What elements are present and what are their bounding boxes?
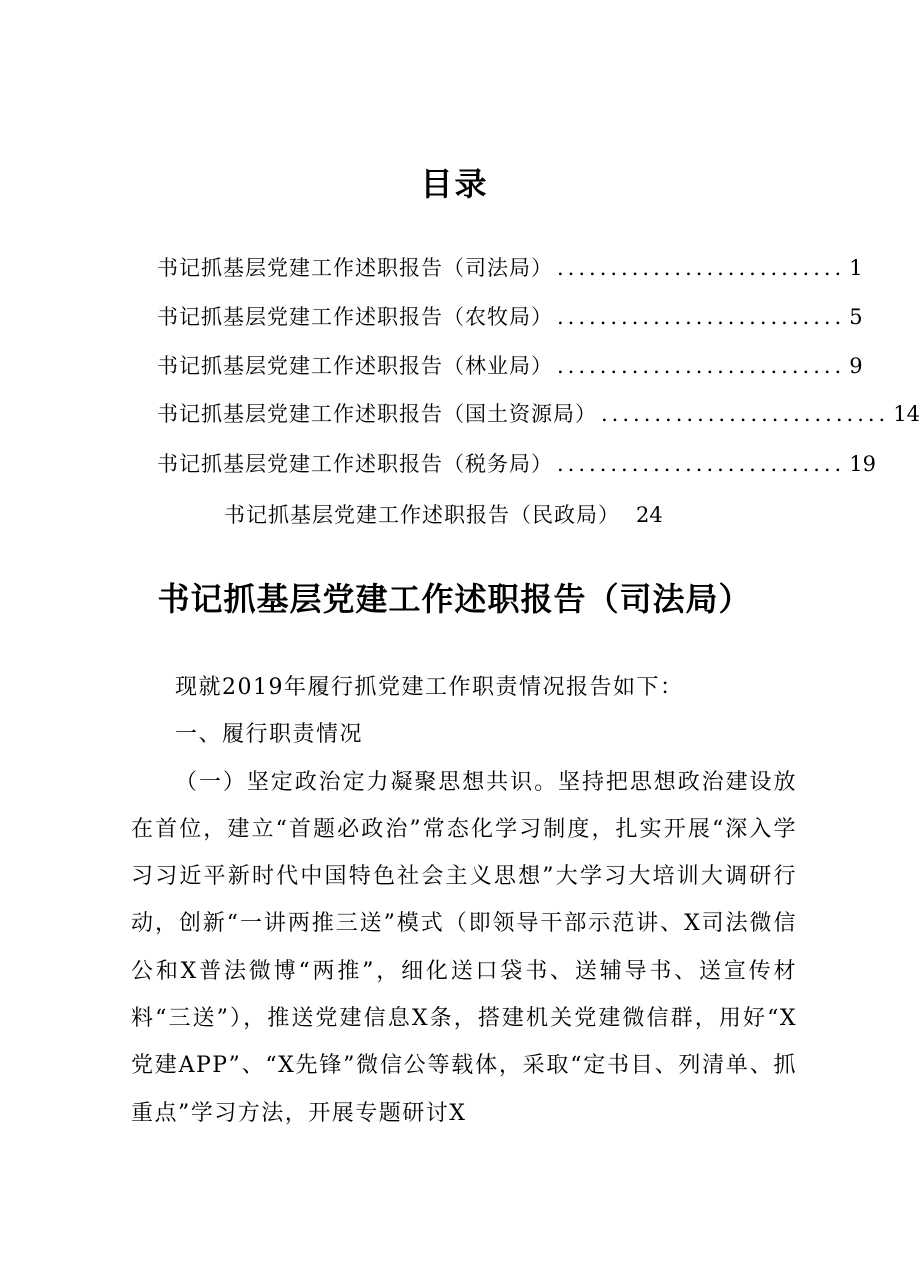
toc-entry-page: 24 (636, 503, 663, 527)
toc-entry[interactable] (157, 302, 863, 332)
toc-leader-dots: ........................... (557, 354, 846, 378)
toc-entry[interactable] (157, 449, 876, 479)
section-heading: 一、履行职责情况 (175, 722, 364, 748)
toc-entry-page: 19 (849, 452, 876, 476)
toc-entry-last[interactable] (224, 500, 663, 530)
toc-leader-dots: ........................... (557, 305, 846, 329)
toc-leader-dots: ........................... (557, 256, 846, 280)
toc-entry[interactable] (157, 351, 863, 381)
toc-entry-page: 9 (849, 354, 863, 378)
document-title: 书记抓基层党建工作述职报告（司法局） (157, 580, 752, 618)
toc-title: 目录 (420, 165, 489, 203)
toc-entry-text: 书记抓基层党建工作述职报告（国土资源局） (157, 402, 597, 426)
body-paragraph: 现就2019年履行抓党建工作职责情况报告如下： (175, 675, 684, 700)
toc-entry-page: 1 (849, 256, 863, 280)
toc-leader-dots: ........................... (557, 452, 846, 476)
body-paragraph: （一）坚定政治定力凝聚思想共识。坚持把思想政治建设放在首位，建立“首题必政治”常态化学习制度，扎实开展“深入学习习近平新时代中国特色社会主义思想”大学习大培训大调研行动，创新“一讲两推三送”模式（即领导干部示范讲、X司法微信公和X普法微博“两推”，细化送口袋书、送辅导书、送宣传材料“三送”），推送党建信息X条，搭建机关党建微信群，用好“X党建APP”、“X先锋”微信公等载体，采取“定书目、列清单、抓重点”学习方法，开展专题研讨X (131, 769, 797, 1126)
toc-entry-page: 14 (893, 402, 920, 426)
toc-entry-text: 书记抓基层党建工作述职报告（税务局） (157, 452, 553, 476)
toc-entry[interactable] (157, 253, 863, 283)
toc-leader-dots: ........................... (601, 402, 890, 426)
toc-entry-page: 5 (849, 305, 863, 329)
document-body (131, 664, 797, 1137)
toc-entry-text: 书记抓基层党建工作述职报告（林业局） (157, 354, 553, 378)
toc-entry-text: 书记抓基层党建工作述职报告（农牧局） (157, 305, 553, 329)
toc-entry[interactable] (157, 399, 920, 429)
toc-entry-text: 书记抓基层党建工作述职报告（民政局） (224, 503, 620, 527)
toc-entry-text: 书记抓基层党建工作述职报告（司法局） (157, 256, 553, 280)
